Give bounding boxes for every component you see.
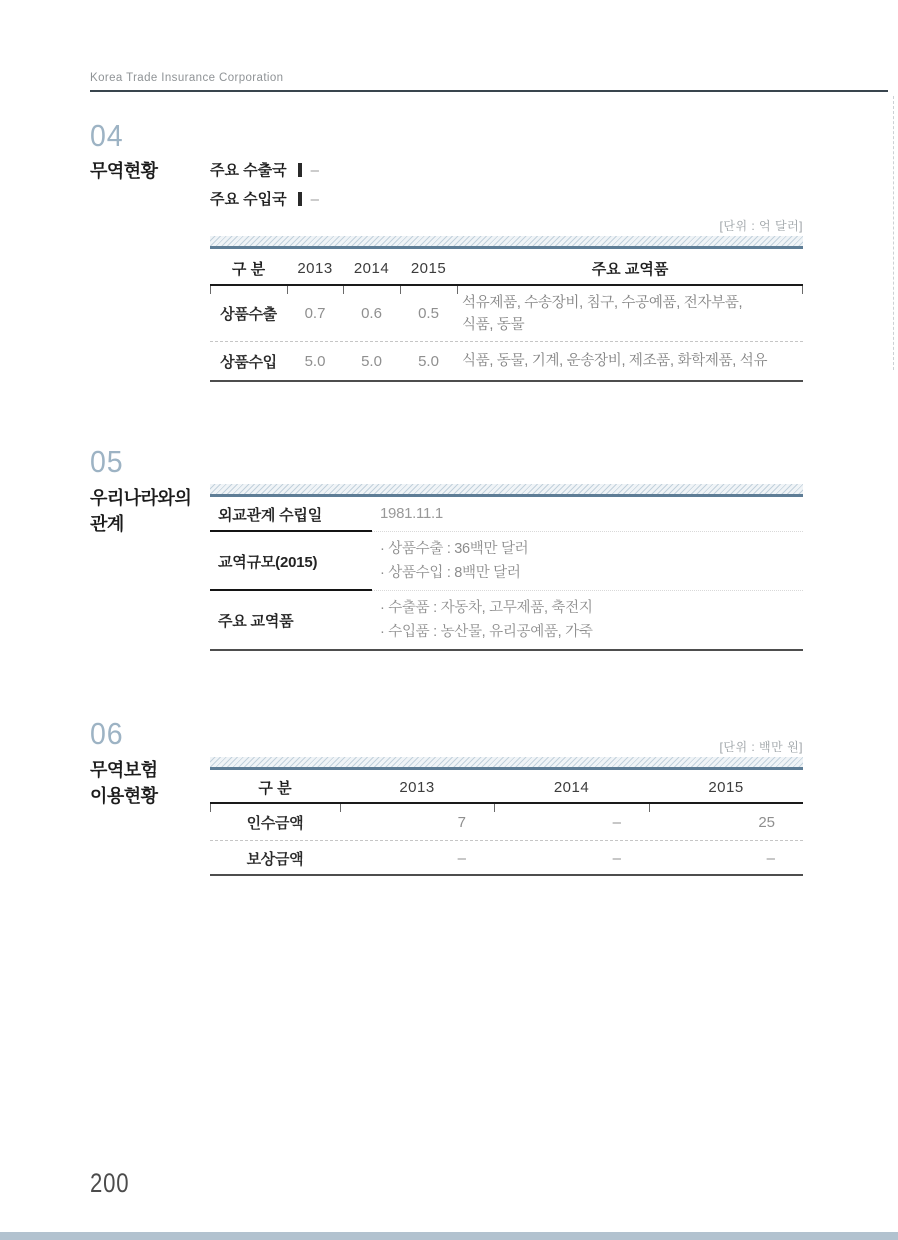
section05-accent-band bbox=[210, 484, 803, 497]
section06-title bbox=[90, 757, 158, 809]
section04-accent-band bbox=[210, 236, 803, 249]
value-2015: – bbox=[766, 849, 775, 867]
col-header-2013: 2013 bbox=[399, 778, 435, 796]
section06-accent-band bbox=[210, 757, 803, 770]
table-row bbox=[210, 497, 803, 531]
goods-line: 식품, 동물 bbox=[462, 316, 525, 333]
col-header-2013: 2013 bbox=[297, 259, 333, 277]
section04-table-header bbox=[210, 252, 803, 284]
separator-bar-icon bbox=[298, 163, 302, 177]
row-label: 주요 교역품 bbox=[218, 612, 294, 630]
section04-unit-label: [단위 : 억 달러] bbox=[719, 219, 803, 233]
value-2014: – bbox=[612, 813, 621, 831]
value-2015: 0.5 bbox=[418, 305, 439, 322]
row-label: 교역규모(2015) bbox=[218, 553, 318, 571]
value-2013: 5.0 bbox=[304, 352, 326, 370]
value-line: · 수입품 : 농산물, 유리공예품, 가죽 bbox=[380, 624, 593, 640]
row-values bbox=[372, 502, 803, 526]
section04-table-bottom bbox=[210, 380, 803, 382]
section06-title-line2: 이용현황 bbox=[90, 786, 158, 806]
value-line: · 상품수출 : 36백만 달러 bbox=[380, 541, 529, 557]
import-countries-value: – bbox=[310, 191, 319, 208]
value-2014: – bbox=[612, 849, 621, 867]
value-line: 1981.11.1 bbox=[380, 505, 443, 522]
export-countries-line bbox=[210, 159, 319, 180]
table-row bbox=[210, 841, 803, 875]
value-2015: 5.0 bbox=[418, 352, 439, 370]
section05-title bbox=[90, 485, 191, 537]
col-header-2015: 2015 bbox=[410, 259, 447, 277]
section05-title-line2: 관계 bbox=[90, 514, 124, 534]
goods-cell bbox=[457, 292, 803, 336]
value-2013: 0.7 bbox=[304, 305, 326, 322]
value-line: · 수출품 : 자동차, 고무제품, 축전지 bbox=[380, 600, 593, 616]
import-countries-label: 주요 수입국 bbox=[210, 191, 287, 208]
row-label: 상품수입 bbox=[220, 353, 277, 371]
footer-accent-bar bbox=[0, 1232, 898, 1240]
page-number: 200 bbox=[90, 1168, 130, 1198]
col-header-2014: 2014 bbox=[553, 778, 590, 796]
row-label: 보상금액 bbox=[246, 850, 304, 868]
row-values bbox=[372, 537, 803, 585]
col-header-group: 구 분 bbox=[258, 779, 292, 797]
section06-table-bottom bbox=[210, 874, 803, 876]
separator-bar-icon bbox=[298, 192, 302, 206]
section05-title-line1: 우리나라와의 bbox=[90, 488, 192, 508]
section06-unit-label: [단위 : 백만 원] bbox=[719, 740, 803, 754]
value-2014: 0.6 bbox=[361, 305, 382, 322]
section04-number: 04 bbox=[90, 118, 124, 153]
section05-number: 05 bbox=[90, 444, 124, 479]
table-row bbox=[210, 532, 803, 590]
import-countries-line bbox=[210, 188, 319, 209]
col-header-goods: 주요 교역품 bbox=[591, 260, 669, 278]
col-header-2015: 2015 bbox=[708, 778, 744, 796]
page-edge-marks bbox=[893, 96, 894, 370]
goods-cell bbox=[457, 350, 803, 372]
section06-table-header bbox=[210, 771, 803, 803]
row-label: 외교관계 수립일 bbox=[218, 506, 322, 524]
export-countries-label: 주요 수출국 bbox=[210, 162, 287, 179]
value-2013: – bbox=[457, 849, 466, 867]
section06-title-line1: 무역보험 bbox=[90, 760, 158, 780]
goods-line: 석유제품, 수송장비, 침구, 수공예품, 전자부품, bbox=[462, 294, 743, 311]
header-rule bbox=[90, 90, 888, 92]
export-countries-value: – bbox=[310, 162, 319, 179]
col-header-2014: 2014 bbox=[353, 259, 390, 277]
col-header-group: 구 분 bbox=[231, 260, 266, 278]
value-2013: 7 bbox=[457, 813, 466, 831]
table-row bbox=[210, 342, 803, 380]
corp-name: Korea Trade Insurance Corporation bbox=[90, 72, 284, 84]
row-label: 상품수출 bbox=[220, 306, 277, 323]
section05-table-bottom bbox=[210, 649, 803, 651]
row-label: 인수금액 bbox=[246, 814, 304, 832]
row-values bbox=[372, 596, 803, 644]
section06-number: 06 bbox=[90, 716, 124, 751]
section04-title: 무역현황 bbox=[90, 161, 158, 181]
table-row bbox=[210, 804, 803, 840]
goods-line: 식품, 동물, 기계, 운송장비, 제조품, 화학제품, 석유 bbox=[462, 353, 768, 369]
table-row bbox=[210, 591, 803, 649]
value-2014: 5.0 bbox=[361, 352, 382, 370]
value-2015: 25 bbox=[758, 813, 775, 831]
table-row bbox=[210, 286, 803, 341]
value-line: · 상품수입 : 8백만 달러 bbox=[380, 565, 521, 581]
